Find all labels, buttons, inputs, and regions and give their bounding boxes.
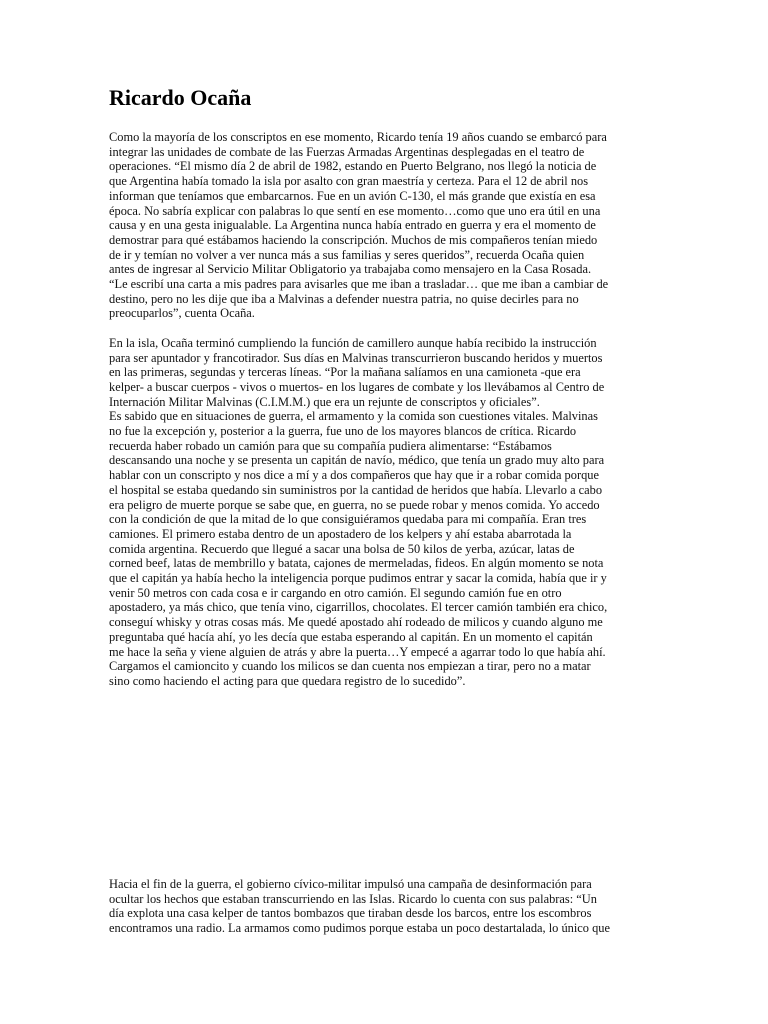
paragraph-island: En la isla, Ocaña terminó cumpliendo la función de camillero aunque había recibido la instrucción para ser apuntador y francotirador. Sus días en Malvinas transcurrieron buscando heridos y muertos en las primeras, segundas y terceras líneas. “Por la mañana salíamos en una camioneta -que era kelper- a buscar cuerpos - vivos o muertos- en los lugares de combate y los llevábamos al Centro de Internación Militar Malvinas (C.I.M.M.) que era un rejunte de conscriptos y oficiales”. <box>109 335 605 409</box>
paragraph-spacer <box>109 321 659 336</box>
article-title: Ricardo Ocaña <box>109 85 252 110</box>
paragraph-intro: Como la mayoría de los conscriptos en ese momento, Ricardo tenía 19 años cuando se embarcó para integrar las unidades de combate de las Fuerzas Armadas Argentinas desplegadas en el teatro de operaciones. “El mismo día 2 de abril de 1982, estando en Puerto Belgrano, nos llegó la noticia de que Argentina había tomado la isla por asalto con gran maestría y certeza. Para el 12 de abril nos informan que teníamos que embarcarnos. Fue en un avión C-130, el más grande que existía en esa época. No sabría explicar con palabras lo que sentí en ese momento…como que uno era útil en una causa y en una gesta inigualable. La Argentina nunca había entrado en guerra y era el momento de demostrar para qué estábamos haciendo la conscripción. Muchos de mis compañeros tenían miedo de ir y temían no volver a ver nunca más a sus familias y seres queridos”, recuerda Ocaña quien antes de ingresar al Servicio Militar Obligatorio ya trabajaba como mensajero en la Casa Rosada. “Le escribí una carta a mis padres para avisarles que me iban a trasladar… que me iban a cambiar de destino, pero no les dije que iba a Malvinas a defender nuestra patria, no quise decirles para no preocuparlos”, cuenta Ocaña. <box>109 130 609 321</box>
paragraph-disinformation: Hacia el fin de la guerra, el gobierno cívico-militar impulsó una campaña de desinformación para ocultar los hechos que estaban transcurriendo en las Islas. Ricardo lo cuenta con sus palabras: “Un día explota una casa kelper de tantos bombazos que tiraban desde los barcos, entre los escombros encontramos una radio. La armamos como pudimos porque estaba un poco destartalada, lo único que <box>109 877 610 936</box>
paragraph-food-trucks: Es sabido que en situaciones de guerra, el armamento y la comida son cuestiones vitales. Malvinas no fue la excepción y, posterior a la guerra, fue uno de los mayores blancos de crítica. Ricardo recuerda haber robado un camión para que su compañía pudiera alimentarse: “Estábamos descansando una noche y se presenta un capitán de navío, médico, que tenía un grado muy alto para hablar con un conscripto y nos dice a mí y a dos compañeros que hay que ir a robar comida porque el hospital se estaba quedando sin suministros por la cantidad de heridos que había. Llevarlo a cabo era peligro de muerte porque se sabe que, en guerra, no se puede robar y menos comida. Yo accedo con la condición de que la mitad de lo que consiguiéramos quedaba para mi compañía. Eran tres camiones. El primero estaba dentro de un apostadero de los kelpers y ahí estaba abarrotada la comida argentina. Recuerdo que llegué a sacar una bolsa de 50 kilos de yerba, azúcar, latas de corned beef, latas de membrillo y batata, cajones de mermeladas, fideos. En algún momento se nota que el capitán ya había hecho la inteligencia porque pudimos entrar y sacar la comida, había que ir y venir 50 metros con cada cosa e ir cargando en otro camión. El segundo camión fue en otro apostadero, ya más chico, que tenía vino, cigarrillos, chocolates. El tercer camión también era chico, conseguí whisky y otras cosas más. Me quedé apostado ahí rodeado de milicos y cuando alguno me preguntaba qué hacía ahí, yo les decía que estaba esperando al capitán. En un momento el capitán me hace la seña y viene alguien de atrás y abre la puerta…Y empecé a agarrar todo lo que había ahí. Cargamos el camioncito y cuando los milicos se dan cuenta nos empiezan a tirar, pero no a matar sino como haciendo el acting para que quedara registro de lo sucedido”. <box>109 409 608 688</box>
document-page <box>109 84 659 689</box>
